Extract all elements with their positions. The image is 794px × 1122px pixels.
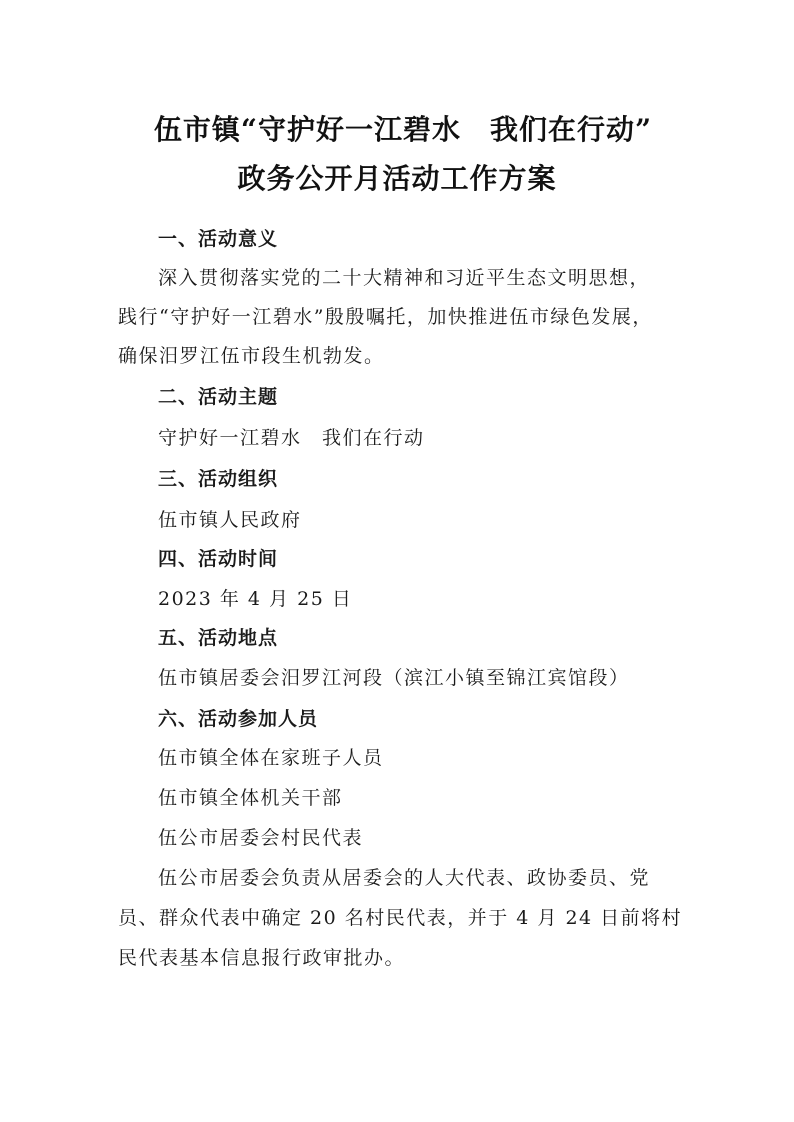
section-6-item-2: 伍市镇全体机关干部 (158, 787, 343, 809)
section-2-content: 守护好一江碧水 我们在行动 (158, 427, 425, 449)
document-title-line-2: 政务公开月活动工作方案 (237, 162, 557, 195)
section-4-content: 2023 年 4 月 25 日 (158, 588, 353, 610)
section-5-heading: 五、活动地点 (158, 627, 279, 649)
section-6-heading: 六、活动参加人员 (158, 708, 319, 730)
section-3-content: 伍市镇人民政府 (158, 509, 302, 531)
section-1-paragraph-line-3: 确保汨罗江伍市段生机勃发。 (118, 345, 385, 367)
section-6-item-3: 伍公市居委会村民代表 (158, 827, 364, 849)
section-6-note-line-3: 民代表基本信息报行政审批办。 (118, 947, 406, 969)
section-1-paragraph-line-2: 践行“守护好一江碧水”殷殷嘱托，加快推进伍市绿色发展， (118, 306, 653, 328)
section-6-note-line-1: 伍公市居委会负责从居委会的人大代表、政协委员、党 (158, 867, 651, 889)
section-4-heading: 四、活动时间 (158, 548, 279, 570)
section-5-content: 伍市镇居委会汨罗江河段（滨江小镇至锦江宾馆段） (158, 667, 630, 689)
section-1-paragraph-line-1: 深入贯彻落实党的二十大精神和习近平生态文明思想， (158, 267, 651, 289)
section-6-note-line-2: 员、群众代表中确定 20 名村民代表，并于 4 月 24 日前将村 (118, 907, 683, 929)
section-2-heading: 二、活动主题 (158, 386, 279, 408)
section-3-heading: 三、活动组织 (158, 468, 279, 490)
document-title-line-1: 伍市镇“守护好一江碧水 我们在行动” (153, 113, 653, 146)
section-6-item-1: 伍市镇全体在家班子人员 (158, 747, 384, 769)
section-1-heading: 一、活动意义 (158, 228, 279, 250)
